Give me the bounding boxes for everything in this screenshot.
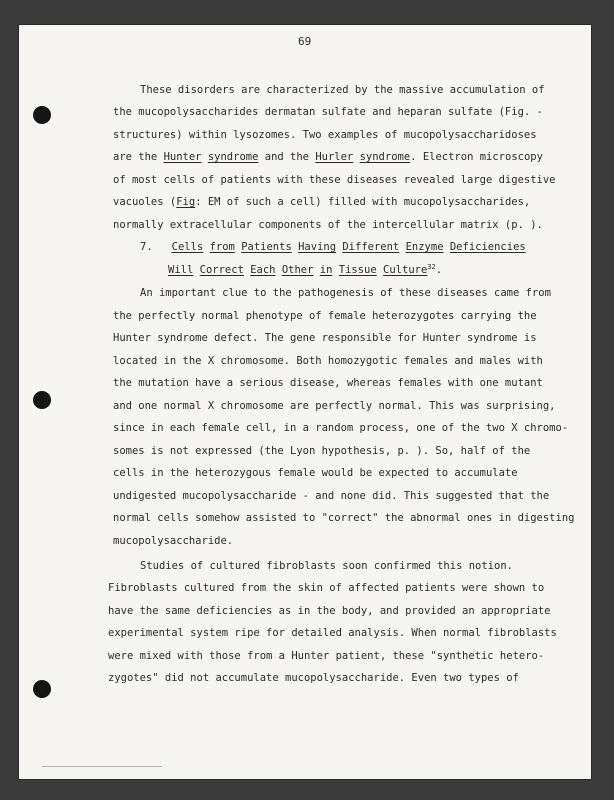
- heading-word: Patients: [241, 241, 292, 253]
- heading-word: Having: [298, 241, 337, 253]
- text-segment: and the: [258, 151, 316, 163]
- text-line: the perfectly normal phenotype of female heterozygotes carrying the: [113, 310, 537, 322]
- heading-word: Other: [281, 264, 314, 276]
- text-line: zygotes" did not accumulate mucopolysaccharide. Even two types of: [108, 672, 519, 684]
- text-line: normally extracellular components of the intercellular matrix (p. ).: [113, 219, 543, 231]
- footer-rule: [42, 766, 162, 767]
- text-segment: : EM of such a cell) filled with mucopolysaccharides,: [195, 196, 531, 208]
- underlined-term: Hurler: [315, 151, 354, 163]
- heading-word: Culture: [383, 264, 428, 276]
- underlined-term: syndrome: [207, 151, 259, 163]
- document-page: [18, 24, 592, 780]
- punch-hole: [33, 680, 51, 698]
- text-segment: . Electron microscopy: [410, 151, 543, 163]
- text-line: have the same deficiencies as in the body, and provided an appropriate: [108, 605, 551, 617]
- heading-word: from: [209, 241, 235, 253]
- text-line: [113, 197, 530, 208]
- underlined-term: Hunter: [163, 151, 202, 163]
- text-line: [113, 152, 543, 163]
- underlined-term: syndrome: [359, 151, 411, 163]
- page-number: 69: [298, 35, 312, 48]
- text-line: and one normal X chromosome are perfectly normal. This was surprising,: [113, 400, 556, 412]
- text-segment: are the: [113, 151, 164, 163]
- section-heading-continued: [168, 264, 442, 276]
- text-line: structures) within lysozomes. Two examples of mucopolysaccharidoses: [113, 129, 537, 141]
- text-line: Fibroblasts cultured from the skin of affected patients were shown to: [108, 582, 545, 594]
- text-line: normal cells somehow assisted to "correct" the abnormal ones in digesting: [113, 512, 575, 524]
- text-line: cells in the heterozygous female would be expected to accumulate: [113, 467, 518, 479]
- text-segment: .: [435, 264, 443, 276]
- text-line: somes is not expressed (the Lyon hypothesis, p. ). So, half of the: [113, 445, 531, 457]
- heading-word: Correct: [199, 264, 244, 276]
- text-line: An important clue to the pathogenesis of these diseases came from: [140, 287, 551, 299]
- text-line: Studies of cultured fibroblasts soon confirmed this notion.: [140, 560, 513, 572]
- text-segment: vacuoles (: [113, 196, 177, 208]
- text-line: undigested mucopolysaccharide - and none did. This suggested that the: [113, 490, 550, 502]
- heading-word: Enzyme: [405, 241, 444, 253]
- text-line: mucopolysaccharide.: [113, 535, 234, 547]
- text-line: since in each female cell, in a random process, one of the two X chromo-: [113, 422, 569, 434]
- section-heading: [140, 242, 526, 253]
- section-number: 7.: [140, 241, 153, 253]
- punch-hole: [33, 391, 51, 409]
- text-line: Hunter syndrome defect. The gene responsible for Hunter syndrome is: [113, 332, 537, 344]
- punch-hole: [33, 106, 51, 124]
- text-line: of most cells of patients with these diseases revealed large digestive: [113, 174, 556, 186]
- heading-word: in: [319, 264, 333, 276]
- text-line: These disorders are characterized by the massive accumulation of: [140, 84, 545, 96]
- text-line: located in the X chromosome. Both homozygotic females and males with: [113, 355, 543, 367]
- reference-superscript: 32: [427, 263, 436, 271]
- heading-word: Will: [168, 264, 194, 276]
- heading-word: Each: [250, 264, 276, 276]
- heading-word: Different: [342, 241, 400, 253]
- text-line: were mixed with those from a Hunter patient, these "synthetic hetero-: [108, 650, 545, 662]
- heading-word: Deficiencies: [449, 241, 526, 253]
- heading-word: Cells: [171, 241, 204, 253]
- heading-word: Tissue: [338, 264, 377, 276]
- text-line: the mucopolysaccharides dermatan sulfate and heparan sulfate (Fig. -: [113, 106, 543, 118]
- underlined-term: Fig: [176, 196, 196, 208]
- text-line: the mutation have a serious disease, whereas females with one mutant: [113, 377, 543, 389]
- text-line: experimental system ripe for detailed analysis. When normal fibroblasts: [108, 627, 557, 639]
